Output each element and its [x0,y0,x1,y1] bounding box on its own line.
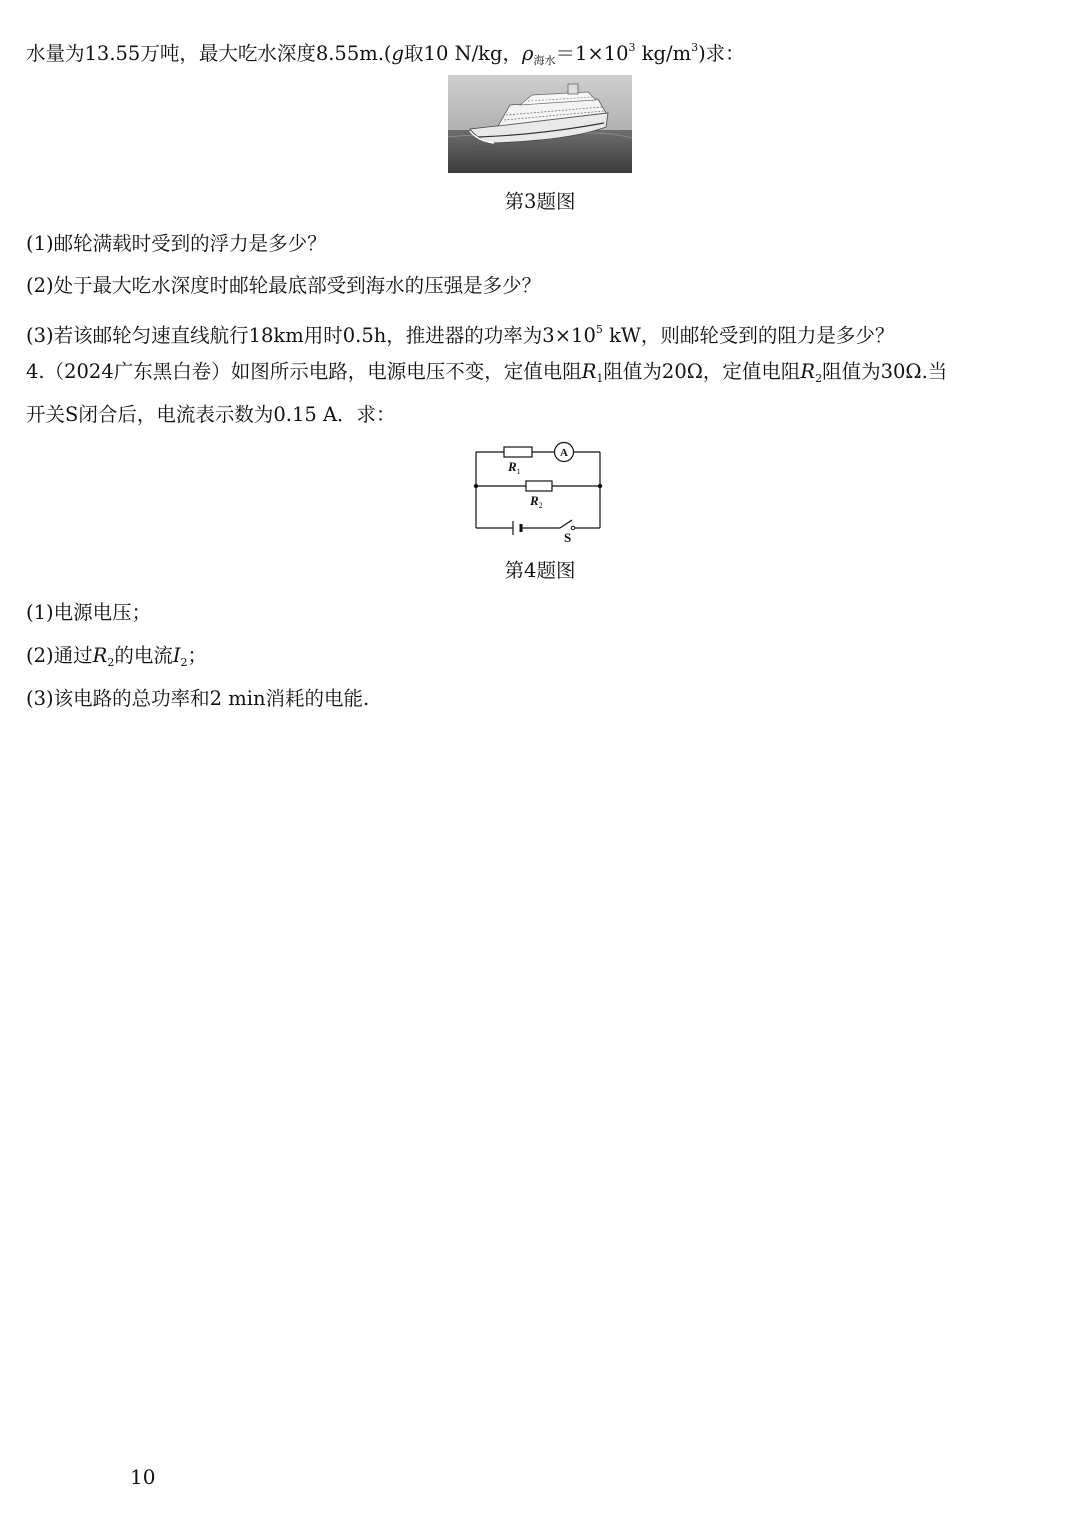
circuit-diagram [468,440,612,544]
q4-part3: (3)该电路的总功率和2 min消耗的电能. [26,687,370,710]
q4-part1: (1)电源电压； [26,601,152,624]
q3-part3-text: (3)若该邮轮匀速直线航行18km用时0.5h，推进器的功率为3×10 [26,324,596,347]
exponent: 3 [628,41,636,54]
ammeter-label: A [560,447,568,459]
q3-intro-text: ＝1×10 [555,42,629,65]
q4-text: 阻值为20Ω，定值电阻 [603,360,801,383]
rho-subscript: 海水 [533,54,556,67]
subscript: 2 [180,656,188,669]
q3-intro-text: 水量为13.55万吨，最大吃水深度8.55m.( [26,42,392,65]
q4-text: 4.（2024广东黑白卷）如图所示电路，电源电压不变，定值电阻 [26,360,582,383]
q4-line2: 开关S闭合后，电流表示数为0.15 A．求： [26,403,396,426]
page-number: 10 [130,1465,156,1489]
q4-part2 [26,642,1054,677]
symbol-r2: R [800,360,816,383]
figure-3-caption: 第3题图 [504,190,576,213]
q3-intro-text: )求： [698,42,745,65]
q3-part3-text: kW，则邮轮受到的阻力是多少？ [602,324,895,347]
switch-label: S [564,530,572,544]
switch-icon [560,520,572,528]
q4-line1 [26,358,1054,393]
q3-intro-text: kg/m [635,42,692,65]
q4-part2-text: 的电流 [114,644,173,667]
r2-label: $R_2$ [530,493,543,510]
resistor-r1-symbol [504,447,532,457]
symbol-g: g [391,42,405,65]
q3-intro-line [26,34,1054,75]
q3-part1: (1)邮轮满载时受到的浮力是多少？ [26,232,327,255]
exponent: 3 [691,41,699,54]
symbol-i2: I [172,644,181,667]
exponent: 5 [595,323,603,336]
q3-part2: (2)处于最大吃水深度时邮轮最底部受到海水的压强是多少？ [26,274,542,297]
symbol-r1: R [581,360,597,383]
q3-part3 [26,316,1054,350]
q3-intro-text: 取10 N/kg， [404,42,522,65]
r1-label: $R_1$ [508,459,521,476]
figure-4-caption: 第4题图 [504,559,576,582]
subscript: 2 [107,656,115,669]
symbol-rho: ρ [521,42,534,65]
symbol-r2: R [92,644,108,667]
cruise-ship-photo [448,75,632,173]
q4-part2-text: (2)通过 [26,644,93,667]
subscript: 1 [596,372,604,385]
subscript: 2 [815,372,823,385]
q4-part2-text: ； [187,644,208,667]
q4-text: 阻值为30Ω.当 [822,360,948,383]
resistor-r2-symbol [526,481,552,491]
